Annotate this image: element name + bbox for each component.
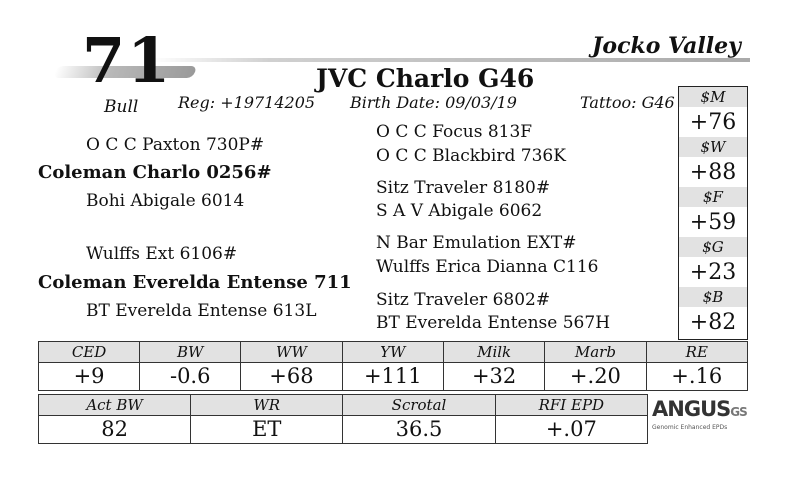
dollar-value: +76 — [679, 107, 747, 138]
actual-value: 36.5 — [343, 416, 495, 444]
epd-header: CED — [39, 342, 140, 363]
epd-value: -0.6 — [140, 363, 241, 391]
dollar-value: +88 — [679, 157, 747, 188]
animal-name: JVC Charlo G46 — [316, 64, 535, 93]
actual-header: WR — [191, 395, 343, 416]
dollar-label: $M — [679, 87, 747, 107]
epd-value: +.16 — [646, 363, 747, 391]
actual-value: 82 — [39, 416, 191, 444]
actual-header-row — [39, 395, 648, 416]
dollar-label: $G — [679, 237, 747, 257]
dollar-value: +82 — [689, 310, 737, 335]
logo-name: ANGUS — [652, 397, 731, 421]
tattoo: Tattoo: G46 — [580, 93, 675, 112]
actual-header: RFI EPD — [495, 395, 647, 416]
epd-value: +9 — [39, 363, 140, 391]
actual-value-row — [39, 416, 648, 444]
epd-header: BW — [140, 342, 241, 363]
epd-header: RE — [646, 342, 747, 363]
actual-value: +.07 — [495, 416, 647, 444]
pedigree-right-7: Sitz Traveler 6802# — [376, 290, 551, 310]
epd-value: +68 — [241, 363, 342, 391]
dollar-label: $F — [679, 187, 747, 207]
pedigree-right-2: O C C Blackbird 736K — [376, 146, 566, 166]
epd-table — [38, 341, 748, 391]
logo-wordmark — [652, 398, 752, 423]
epd-value: +.20 — [545, 363, 646, 391]
epd-header: YW — [342, 342, 443, 363]
sex-label: Bull — [104, 97, 139, 117]
pedigree-right-5: N Bar Emulation EXT# — [376, 233, 577, 253]
dollar-label: $W — [679, 137, 747, 157]
dollar-label: $B — [679, 287, 747, 307]
epd-header: Marb — [545, 342, 646, 363]
epd-header: Milk — [444, 342, 545, 363]
pedigree-right-6: Wulffs Erica Dianna C116 — [376, 257, 599, 277]
dollar-index-box — [678, 86, 748, 340]
pedigree-dam-sire: Wulffs Ext 6106# — [86, 244, 238, 264]
epd-value: +111 — [342, 363, 443, 391]
birth-date: Birth Date: 09/03/19 — [350, 93, 517, 112]
actual-header: Scrotal — [343, 395, 495, 416]
registration-number: Reg: +19714205 — [178, 93, 316, 112]
actual-value: ET — [191, 416, 343, 444]
actual-header: Act BW — [39, 395, 191, 416]
pedigree-right-1: O C C Focus 813F — [376, 122, 533, 142]
epd-header: WW — [241, 342, 342, 363]
pedigree-dam-dam: BT Everelda Entense 613L — [86, 301, 317, 321]
pedigree-dam: Coleman Everelda Entense 711 — [38, 272, 352, 293]
epd-header-row — [39, 342, 748, 363]
pedigree-right-3: Sitz Traveler 8180# — [376, 178, 551, 198]
dollar-value: +23 — [679, 257, 747, 288]
epd-value: +32 — [444, 363, 545, 391]
pedigree-right-4: S A V Abigale 6062 — [376, 201, 543, 221]
pedigree-right-8: BT Everelda Entense 567H — [376, 313, 611, 333]
logo-tagline: Genomic Enhanced EPDs — [652, 424, 728, 431]
actual-data-table — [38, 394, 648, 444]
angus-gs-logo — [652, 398, 752, 438]
pedigree-sire: Coleman Charlo 0256# — [38, 162, 272, 183]
epd-value-row — [39, 363, 748, 391]
dollar-value: +59 — [679, 207, 747, 238]
pedigree-sire-dam: Bohi Abigale 6014 — [86, 191, 245, 211]
pedigree-sire-sire: O C C Paxton 730P# — [86, 135, 265, 155]
logo-suffix: GS — [730, 405, 747, 419]
lot-number: 71 — [82, 24, 173, 97]
ranch-name: Jocko Valley — [592, 33, 741, 59]
